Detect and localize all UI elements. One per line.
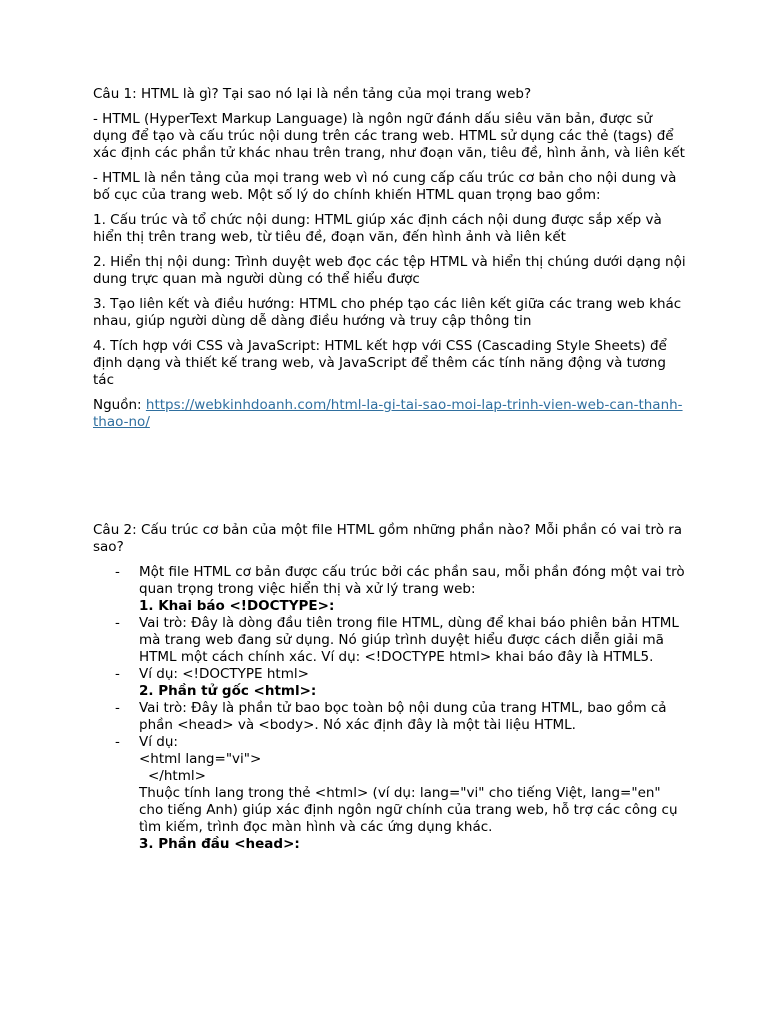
list-item [139,615,688,666]
source-link[interactable]: https://webkinhdoanh.com/html-la-gi-tai-sao-moi-lap-trinh-vien-web-can-thanh-thao-no/ [93,397,683,430]
structure-list [93,564,688,853]
lang-attribute-note: Thuộc tính lang trong thẻ <html> (ví dụ: lang="vi" cho tiếng Việt, lang="en" cho tiếng Anh) giúp xác định ngôn ngữ chính của trang web, hỗ trợ các công cụ tìm kiếm, trình đọc màn hình và các ứng dụng khác. [139,785,678,835]
section-gap [93,439,688,522]
reason-2: 2. Hiển thị nội dung: Trình duyệt web đọc các tệp HTML và hiển thị chúng dưới dạng nội dung trực quan mà người dùng có thể hiểu được [93,254,686,287]
question-1 [93,86,688,431]
question-2-title: Câu 2: Cấu trúc cơ bản của một file HTML gồm những phần nào? Mỗi phần có vai trò ra sao? [93,522,683,555]
list-item [139,666,688,700]
list-item [139,564,688,615]
html-root-heading: 2. Phần tử gốc <html>: [139,683,317,699]
intro-text: - Một file HTML cơ bản được cấu trúc bởi các phần sau, mỗi phần đóng một vai trò quan trọng trong việc hiển thị và xử lý trang web: [139,564,685,597]
doctype-role: - Vai trò: Đây là dòng đầu tiên trong file HTML, dùng để khai báo phiên bản HTML mà trang web đang sử dụng. Nó giúp trình duyệt hiểu được cách diễn giải mã HTML một cách chính xác. Ví dụ: <!DOCTYPE html> khai báo đây là HTML5. [139,615,679,665]
source-line [93,397,688,431]
doctype-example: - Ví dụ: <!DOCTYPE html> [139,666,309,682]
question-1-importance: - HTML là nền tảng của mọi trang web vì nó cung cấp cấu trúc cơ bản cho nội dung và bố cục của trang web. Một số lý do chính khiến HTML quan trọng bao gồm: [93,170,677,203]
reason-4: 4. Tích hợp với CSS và JavaScript: HTML kết hợp với CSS (Cascading Style Sheets) để định dạng và thiết kế trang web, và JavaScript để thêm các tính năng động và tương tác [93,338,667,388]
question-1-title: Câu 1: HTML là gì? Tại sao nó lại là nền tảng của mọi trang web? [93,86,532,102]
question-1-definition: - HTML (HyperText Markup Language) là ngôn ngữ đánh dấu siêu văn bản, được sử dụng để tạo và cấu trúc nội dung trên các trang web. HTML sử dụng các thẻ (tags) để xác định các phần tử khác nhau trên trang, như đoạn văn, tiêu đề, hình ảnh, và liên kết [93,111,685,161]
html-root-role: - Vai trò: Đây là phần tử bao bọc toàn bộ nội dung của trang HTML, bao gồm cả phần <head> và <body>. Nó xác định đây là một tài liệu HTML. [139,700,667,733]
reason-3: 3. Tạo liên kết và điều hướng: HTML cho phép tạo các liên kết giữa các trang web khác nhau, giúp người dùng dễ dàng điều hướng và truy cập thông tin [93,296,682,329]
list-item [139,700,688,734]
html-example-label: - Ví dụ: [139,734,178,750]
html-example-open-tag: <html lang="vi"> [139,751,262,767]
list-item [139,734,688,853]
question-2 [93,522,688,853]
reason-1: 1. Cấu trúc và tổ chức nội dung: HTML giúp xác định cách nội dung được sắp xếp và hiển thị trên trang web, từ tiêu đề, đoạn văn, đến hình ảnh và liên kết [93,212,662,245]
head-heading: 3. Phần đầu <head>: [139,836,300,852]
source-label: Nguồn: [93,397,146,413]
html-example-close-tag: </html> [148,768,206,784]
doctype-heading: 1. Khai báo <!DOCTYPE>: [139,598,335,614]
